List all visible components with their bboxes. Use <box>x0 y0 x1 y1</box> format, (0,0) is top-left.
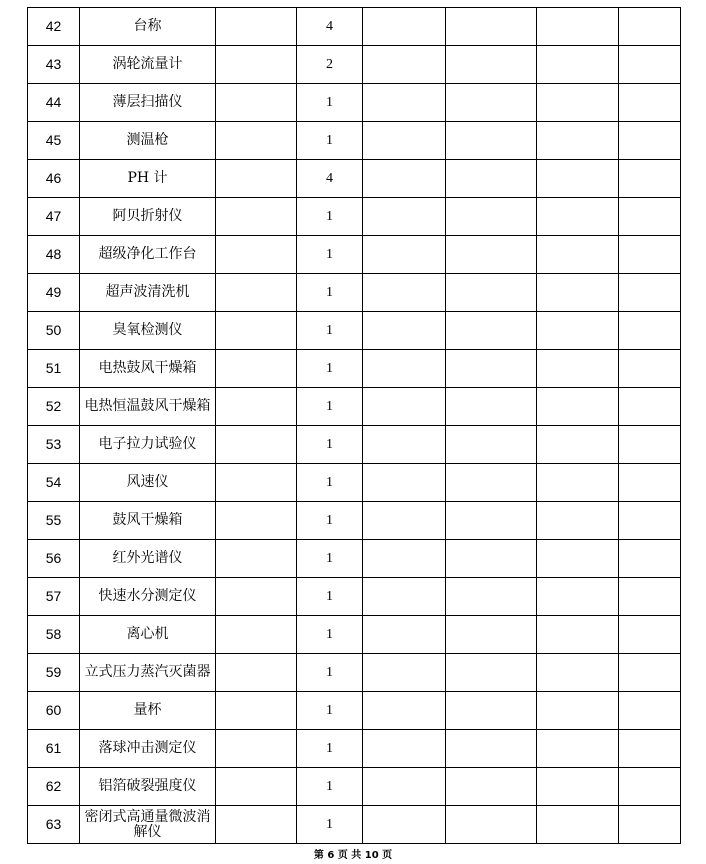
blank-cell <box>216 768 297 806</box>
blank-cell <box>446 236 537 274</box>
table-row <box>28 198 681 236</box>
quantity-cell: 1 <box>297 578 363 616</box>
row-number: 43 <box>28 46 80 84</box>
quantity-cell: 1 <box>297 198 363 236</box>
equipment-name: 电热恒温鼓风干燥箱 <box>80 388 216 426</box>
blank-cell <box>537 84 619 122</box>
table-row <box>28 160 681 198</box>
blank-cell <box>363 8 446 46</box>
quantity-cell: 1 <box>297 540 363 578</box>
quantity-cell: 1 <box>297 350 363 388</box>
quantity-cell: 1 <box>297 312 363 350</box>
quantity-cell: 4 <box>297 8 363 46</box>
equipment-name: 落球冲击测定仪 <box>80 730 216 768</box>
blank-cell <box>537 350 619 388</box>
blank-cell <box>619 540 681 578</box>
blank-cell <box>446 578 537 616</box>
equipment-name: 超级净化工作台 <box>80 236 216 274</box>
blank-cell <box>446 426 537 464</box>
blank-cell <box>537 464 619 502</box>
equipment-name: 涡轮流量计 <box>80 46 216 84</box>
blank-cell <box>363 692 446 730</box>
equipment-name: 阿贝折射仪 <box>80 198 216 236</box>
blank-cell <box>537 502 619 540</box>
equipment-name: 测温枪 <box>80 122 216 160</box>
equipment-name: 红外光谱仪 <box>80 540 216 578</box>
blank-cell <box>216 578 297 616</box>
row-number: 57 <box>28 578 80 616</box>
blank-cell <box>363 84 446 122</box>
blank-cell <box>446 122 537 160</box>
blank-cell <box>619 198 681 236</box>
row-number: 52 <box>28 388 80 426</box>
blank-cell <box>363 388 446 426</box>
blank-cell <box>446 616 537 654</box>
table-row <box>28 274 681 312</box>
quantity-cell: 1 <box>297 654 363 692</box>
blank-cell <box>537 198 619 236</box>
blank-cell <box>446 312 537 350</box>
table-row <box>28 616 681 654</box>
table-row <box>28 312 681 350</box>
blank-cell <box>537 122 619 160</box>
blank-cell <box>216 198 297 236</box>
equipment-name: 快速水分测定仪 <box>80 578 216 616</box>
blank-cell <box>446 806 537 844</box>
row-number: 55 <box>28 502 80 540</box>
blank-cell <box>619 160 681 198</box>
blank-cell <box>446 274 537 312</box>
blank-cell <box>537 768 619 806</box>
equipment-name: 离心机 <box>80 616 216 654</box>
blank-cell <box>446 198 537 236</box>
blank-cell <box>216 312 297 350</box>
blank-cell <box>446 692 537 730</box>
quantity-cell: 1 <box>297 274 363 312</box>
blank-cell <box>537 46 619 84</box>
blank-cell <box>619 274 681 312</box>
table-row <box>28 464 681 502</box>
blank-cell <box>537 806 619 844</box>
quantity-cell: 1 <box>297 236 363 274</box>
blank-cell <box>216 654 297 692</box>
row-number: 51 <box>28 350 80 388</box>
row-number: 60 <box>28 692 80 730</box>
blank-cell <box>216 730 297 768</box>
quantity-cell: 4 <box>297 160 363 198</box>
blank-cell <box>363 46 446 84</box>
blank-cell <box>619 426 681 464</box>
blank-cell <box>216 350 297 388</box>
table-row <box>28 426 681 464</box>
blank-cell <box>537 312 619 350</box>
blank-cell <box>537 274 619 312</box>
blank-cell <box>363 540 446 578</box>
blank-cell <box>216 692 297 730</box>
row-number: 54 <box>28 464 80 502</box>
blank-cell <box>619 730 681 768</box>
equipment-name: PH 计 <box>80 160 216 198</box>
blank-cell <box>363 806 446 844</box>
row-number: 61 <box>28 730 80 768</box>
table-row <box>28 806 681 844</box>
table-row <box>28 768 681 806</box>
blank-cell <box>446 730 537 768</box>
blank-cell <box>537 730 619 768</box>
blank-cell <box>446 8 537 46</box>
blank-cell <box>216 426 297 464</box>
quantity-cell: 1 <box>297 806 363 844</box>
row-number: 48 <box>28 236 80 274</box>
blank-cell <box>619 350 681 388</box>
row-number: 42 <box>28 8 80 46</box>
row-number: 53 <box>28 426 80 464</box>
quantity-cell: 1 <box>297 692 363 730</box>
blank-cell <box>446 160 537 198</box>
blank-cell <box>363 654 446 692</box>
quantity-cell: 2 <box>297 46 363 84</box>
table-row <box>28 654 681 692</box>
blank-cell <box>537 8 619 46</box>
row-number: 49 <box>28 274 80 312</box>
equipment-name: 电子拉力试验仪 <box>80 426 216 464</box>
equipment-name: 薄层扫描仪 <box>80 84 216 122</box>
row-number: 62 <box>28 768 80 806</box>
blank-cell <box>537 236 619 274</box>
quantity-cell: 1 <box>297 388 363 426</box>
blank-cell <box>363 198 446 236</box>
blank-cell <box>363 502 446 540</box>
row-number: 46 <box>28 160 80 198</box>
blank-cell <box>363 312 446 350</box>
blank-cell <box>619 502 681 540</box>
blank-cell <box>537 692 619 730</box>
table-row <box>28 692 681 730</box>
quantity-cell: 1 <box>297 768 363 806</box>
blank-cell <box>216 274 297 312</box>
blank-cell <box>216 540 297 578</box>
blank-cell <box>216 160 297 198</box>
page-footer: 第 6 页 共 10 页 <box>313 850 393 861</box>
table-row <box>28 8 681 46</box>
blank-cell <box>537 578 619 616</box>
blank-cell <box>619 692 681 730</box>
blank-cell <box>619 464 681 502</box>
quantity-cell: 1 <box>297 84 363 122</box>
blank-cell <box>619 654 681 692</box>
row-number: 63 <box>28 806 80 844</box>
blank-cell <box>216 464 297 502</box>
table-row <box>28 84 681 122</box>
blank-cell <box>537 388 619 426</box>
equipment-table-body <box>28 8 681 844</box>
table-row <box>28 46 681 84</box>
table-row <box>28 122 681 160</box>
blank-cell <box>619 312 681 350</box>
quantity-cell: 1 <box>297 502 363 540</box>
blank-cell <box>363 160 446 198</box>
table-row <box>28 502 681 540</box>
row-number: 59 <box>28 654 80 692</box>
blank-cell <box>619 8 681 46</box>
equipment-name: 铝箔破裂强度仪 <box>80 768 216 806</box>
blank-cell <box>216 84 297 122</box>
blank-cell <box>446 540 537 578</box>
table-row <box>28 388 681 426</box>
equipment-name: 鼓风干燥箱 <box>80 502 216 540</box>
blank-cell <box>446 388 537 426</box>
blank-cell <box>537 160 619 198</box>
equipment-name: 立式压力蒸汽灭菌器 <box>80 654 216 692</box>
blank-cell <box>363 768 446 806</box>
blank-cell <box>363 426 446 464</box>
quantity-cell: 1 <box>297 426 363 464</box>
blank-cell <box>619 122 681 160</box>
blank-cell <box>446 464 537 502</box>
blank-cell <box>619 616 681 654</box>
blank-cell <box>619 46 681 84</box>
blank-cell <box>537 540 619 578</box>
blank-cell <box>619 768 681 806</box>
quantity-cell: 1 <box>297 464 363 502</box>
blank-cell <box>537 654 619 692</box>
blank-cell <box>363 122 446 160</box>
blank-cell <box>446 84 537 122</box>
blank-cell <box>216 8 297 46</box>
blank-cell <box>363 730 446 768</box>
blank-cell <box>363 578 446 616</box>
blank-cell <box>216 46 297 84</box>
quantity-cell: 1 <box>297 616 363 654</box>
blank-cell <box>216 806 297 844</box>
row-number: 47 <box>28 198 80 236</box>
equipment-name: 电热鼓风干燥箱 <box>80 350 216 388</box>
row-number: 45 <box>28 122 80 160</box>
blank-cell <box>537 616 619 654</box>
table-row <box>28 578 681 616</box>
equipment-name: 台称 <box>80 8 216 46</box>
blank-cell <box>619 806 681 844</box>
blank-cell <box>446 350 537 388</box>
equipment-table <box>27 7 681 844</box>
blank-cell <box>363 274 446 312</box>
equipment-name: 风速仪 <box>80 464 216 502</box>
row-number: 58 <box>28 616 80 654</box>
table-row <box>28 236 681 274</box>
blank-cell <box>363 350 446 388</box>
blank-cell <box>619 236 681 274</box>
blank-cell <box>446 502 537 540</box>
blank-cell <box>537 426 619 464</box>
blank-cell <box>363 464 446 502</box>
row-number: 56 <box>28 540 80 578</box>
equipment-name: 密闭式高通量微波消解仪 <box>80 806 216 844</box>
blank-cell <box>216 388 297 426</box>
blank-cell <box>619 388 681 426</box>
quantity-cell: 1 <box>297 122 363 160</box>
blank-cell <box>216 236 297 274</box>
table-row <box>28 730 681 768</box>
blank-cell <box>619 84 681 122</box>
blank-cell <box>216 616 297 654</box>
row-number: 44 <box>28 84 80 122</box>
quantity-cell: 1 <box>297 730 363 768</box>
blank-cell <box>363 616 446 654</box>
table-row <box>28 350 681 388</box>
blank-cell <box>446 654 537 692</box>
blank-cell <box>216 122 297 160</box>
blank-cell <box>446 46 537 84</box>
blank-cell <box>619 578 681 616</box>
equipment-name: 臭氧检测仪 <box>80 312 216 350</box>
blank-cell <box>363 236 446 274</box>
blank-cell <box>216 502 297 540</box>
equipment-name: 超声波清洗机 <box>80 274 216 312</box>
row-number: 50 <box>28 312 80 350</box>
equipment-name: 量杯 <box>80 692 216 730</box>
table-row <box>28 540 681 578</box>
blank-cell <box>446 768 537 806</box>
